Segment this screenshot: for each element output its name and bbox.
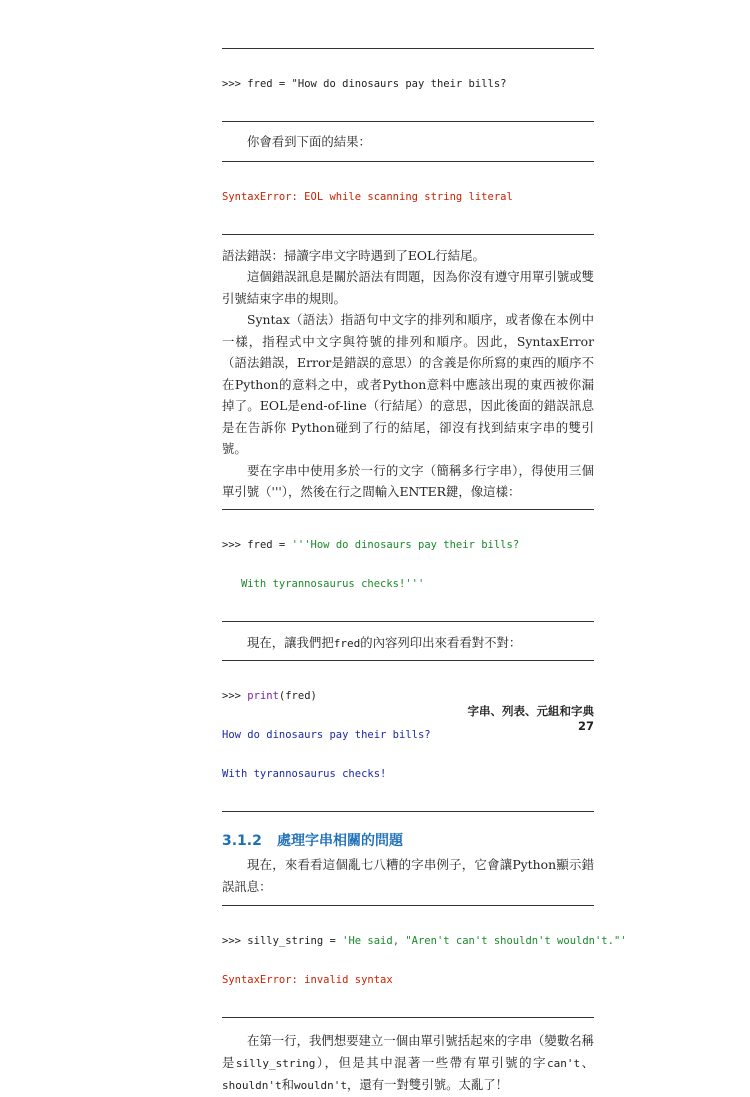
section-number: 3.1.2: [222, 833, 262, 849]
code-string: 'He said, "Aren't can't shouldn't wouldn't."': [342, 935, 627, 947]
chapter-title: 字串、列表、元組和字典: [467, 704, 594, 718]
paragraph-text: 的內容列印出來看看對不對：: [360, 634, 522, 650]
code-block-4: [222, 660, 594, 812]
code-block-5: [222, 905, 627, 1018]
paragraph: 要在字串中使用多於一行的文字（簡稱多行字串），得使用三個單引號（'''），然後在行之間輸入ENTER鍵，像這樣：: [222, 462, 594, 499]
code-output: With tyrannosaurus checks!: [222, 768, 387, 780]
inline-code: wouldn't: [294, 1079, 347, 1092]
paragraph-text: 和: [281, 1077, 294, 1092]
page-body: [222, 40, 627, 1097]
paragraph-text: ，還有一對雙引號。太亂了！: [346, 1077, 509, 1092]
paragraph: 你會看到下面的結果：: [247, 134, 371, 149]
page-footer: [444, 703, 594, 733]
page-number: 27: [577, 719, 594, 733]
inline-code: fred: [333, 636, 361, 650]
code-block-3: [222, 509, 594, 622]
code-output: How do dinosaurs pay their bills?: [222, 729, 431, 741]
inline-code: can't: [546, 1056, 581, 1070]
paragraph-text: 、: [580, 1054, 595, 1070]
inline-code: silly_string: [235, 1056, 316, 1070]
code-block-2: [222, 161, 594, 235]
paragraph: [222, 1030, 594, 1097]
paragraph-text: 現在，讓我們把: [247, 634, 334, 650]
section-title: 處理字串相關的問題: [276, 833, 403, 849]
code-block-1: [222, 48, 594, 122]
inline-code: shouldn't: [222, 1079, 282, 1092]
code-prompt: >>>: [222, 538, 248, 551]
paragraph: 語法錯誤：掃讀字串文字時遇到了EOL行結尾。: [222, 247, 485, 263]
error-line: SyntaxError: EOL while scanning string literal: [222, 190, 513, 203]
code-string: With tyrannosaurus checks!''': [222, 577, 425, 590]
paragraph: 現在，來看看這個亂七八糟的字串例子，它會讓Python顯示錯誤訊息：: [222, 857, 594, 894]
error-line: SyntaxError: invalid syntax: [222, 974, 393, 986]
code-var: silly_string =: [247, 935, 343, 947]
section-heading: [222, 830, 594, 850]
code-string: '''How do dinosaurs pay their bills?: [291, 538, 520, 551]
paragraph-text: ），但是其中混著一些帶有單引號的字: [315, 1054, 547, 1070]
code-prompt: >>>: [222, 935, 248, 947]
code-line: fred = "How do dinosaurs pay their bills?: [247, 78, 507, 90]
paragraph-text: 在第一行，我們想要建立一個由單引號括起來的字串（變數名稱是: [222, 1033, 594, 1070]
paragraph: 這個錯誤訊息是關於語法有問題，因為你沒有遵守用單引號或雙引號結束字串的規則。: [222, 269, 594, 306]
code-prompt: >>>: [222, 78, 248, 90]
code-args: (fred): [278, 690, 317, 702]
paragraph: [222, 632, 594, 655]
code-prompt: >>>: [222, 690, 248, 702]
paragraph: Syntax（語法）指語句中文字的排列和順序，或者像在本例中一樣，指程式中文字與符號的排列和順序。因此，SyntaxError（語法錯誤，Error是錯誤的意思）的含義是你所寫的東西的順序不在Python的意料之中，或者Python意料中應該出現的東西被你漏掉了。EOL是end-of-line（行結尾）的意思，因此後面的錯誤訊息是在告訴你 Python碰到了行的結尾，卻沒有找到結束字串的雙引號。: [222, 312, 594, 456]
code-function: print: [247, 690, 279, 702]
code-var: fred =: [247, 538, 292, 551]
